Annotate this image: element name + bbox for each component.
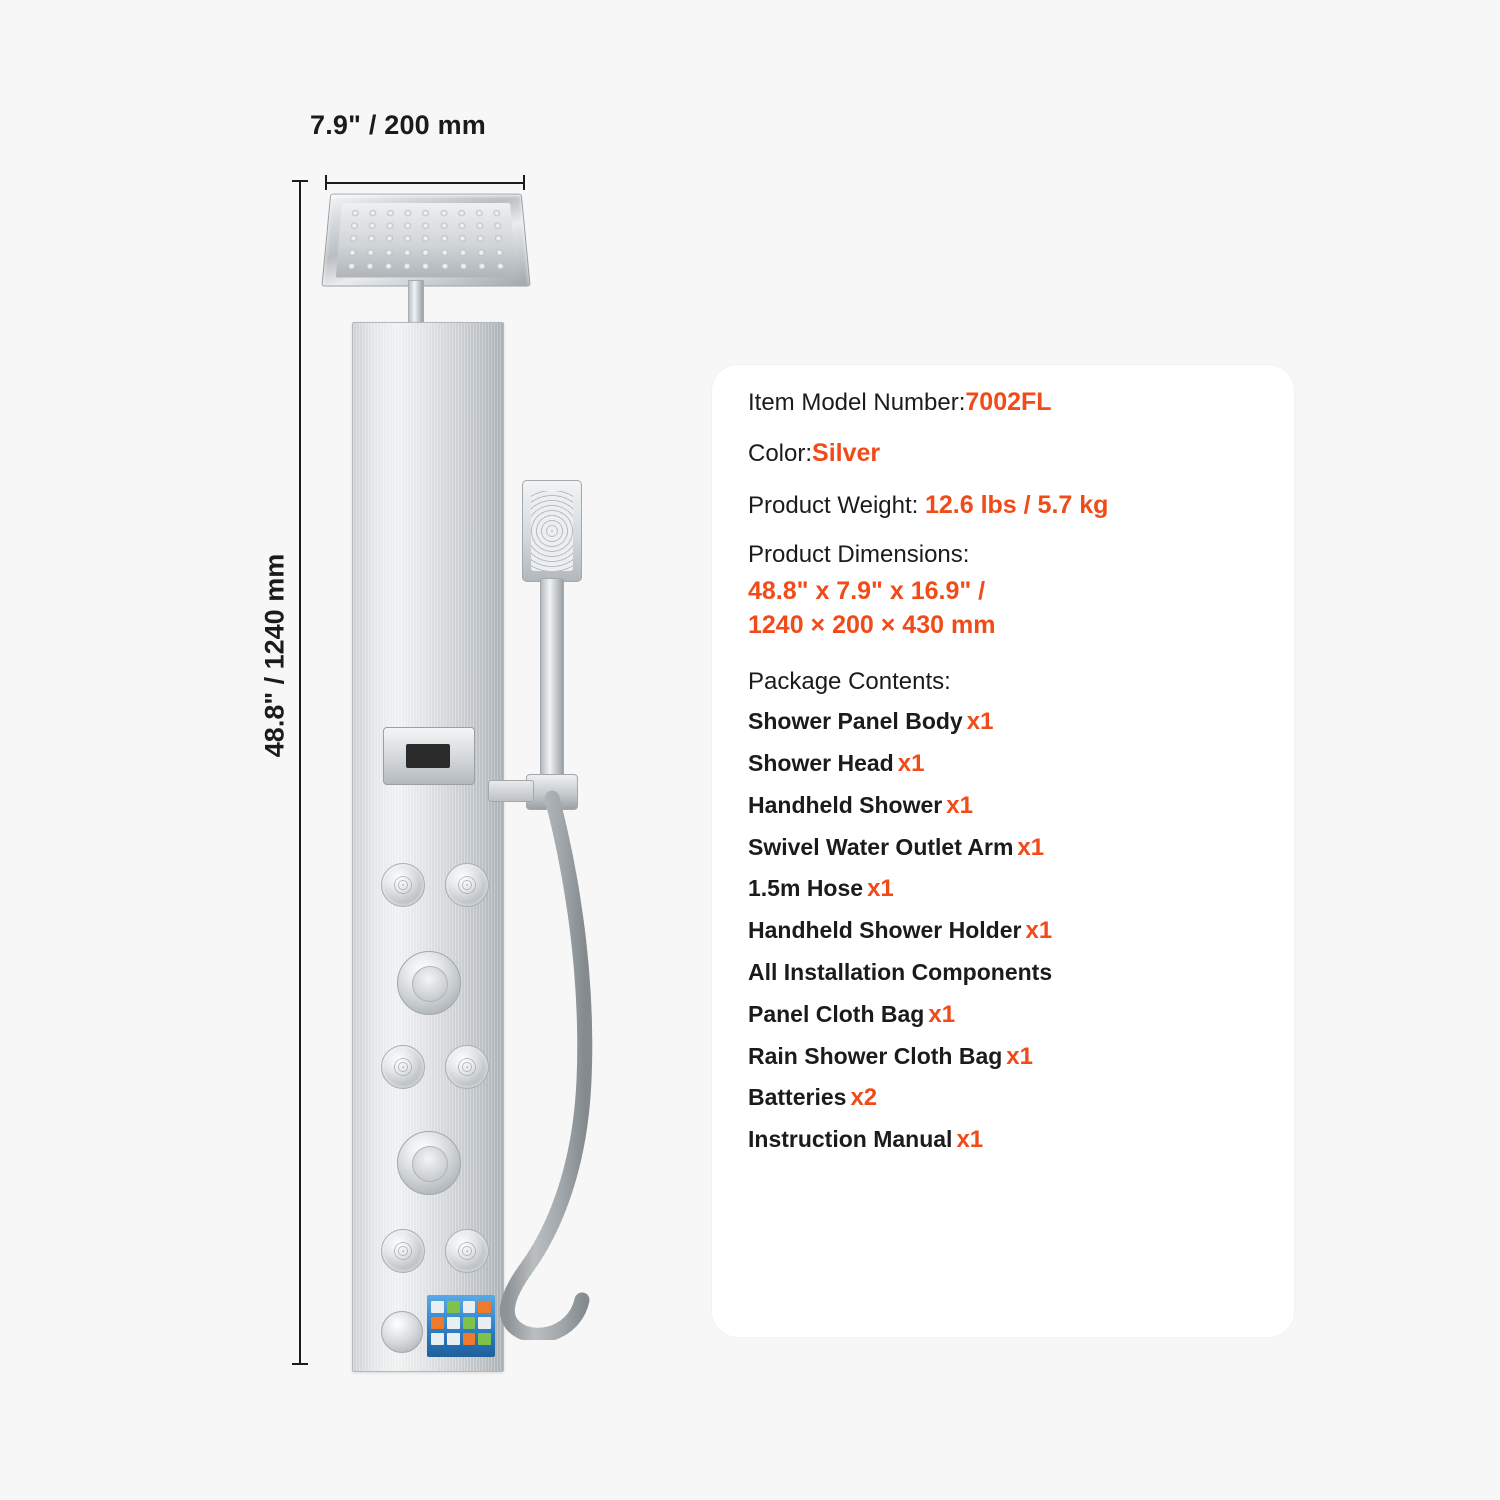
package-item-name: Instruction Manual [748,1126,953,1153]
package-item-name: All Installation Components [748,959,1053,986]
product-illustration [230,80,650,1400]
package-item-name: Rain Shower Cloth Bag [748,1042,1003,1069]
width-dimension-cap-right [523,175,525,190]
panel-display-screen [406,744,450,768]
width-dimension-label: 7.9" / 200 mm [310,110,487,140]
package-item-name: Handheld Shower [748,791,943,818]
package-item-name: Swivel Water Outlet Arm [748,833,1014,860]
package-contents-title: Package Contents: [748,668,951,696]
package-item-qty: x1 [1017,833,1045,861]
spec-color [748,438,1270,469]
spec-color-value: Silver [812,439,881,468]
package-item-qty: x1 [1006,1042,1033,1070]
body-jet [381,1045,425,1089]
rain-shower-head [321,194,530,287]
package-item-qty: x2 [850,1084,878,1112]
spec-color-label: Color: [748,440,813,468]
spec-dimensions-value-line1: 48.8" x 7.9" x 16.9" / [748,576,986,605]
package-item-qty: x1 [956,1126,984,1154]
height-dimension-label: 48.8" / 1240 mm [259,553,290,758]
package-item [748,1126,1270,1155]
package-item [748,875,1270,904]
width-dimension-line [325,182,525,184]
spec-weight [748,490,1270,521]
height-dimension-bar [292,180,306,1365]
spec-model [748,387,1270,418]
package-item-name: Shower Panel Body [748,708,963,735]
package-item [748,917,1270,946]
package-item-name: Panel Cloth Bag [748,1000,925,1027]
spec-weight-label: Product Weight: [748,491,925,519]
body-jet [381,1229,425,1273]
spec-dimensions-label: Product Dimensions: [748,540,970,568]
package-item-name: Handheld Shower Holder [748,917,1022,944]
rain-shower-head-face [336,203,517,277]
diverter-knob [397,951,461,1015]
package-item [748,1001,1270,1030]
bottom-spout-knob [381,1311,423,1353]
package-item-qty: x1 [946,791,973,819]
package-item [748,792,1270,821]
package-item [748,750,1270,779]
package-item-qty: x1 [897,750,925,778]
handheld-shower-face [531,491,573,571]
package-item-qty: x1 [1025,917,1053,945]
package-item [748,1043,1270,1072]
spec-dimensions-value-line2: 1240 × 200 × 430 mm [748,610,996,639]
rain-shower-nozzle-grid [342,207,509,272]
handheld-shower-head [522,480,582,582]
body-jet [381,863,425,907]
spec-dimensions [748,541,1270,643]
panel-display [383,727,475,785]
spec-weight-value: 12.6 lbs / 5.7 kg [924,490,1109,519]
shower-hose [480,780,620,1340]
width-dimension-bar [325,175,525,189]
package-item-name: 1.5m Hose [748,875,864,902]
package-item-name: Shower Head [748,750,894,777]
mixer-knob [397,1131,461,1195]
spec-model-label: Item Model Number: [748,389,966,416]
package-item-qty: x1 [966,708,994,736]
height-dimension-cap-bottom [292,1363,308,1365]
product-info-card [712,365,1294,1337]
package-item [748,1084,1270,1113]
height-dimension-line [299,180,301,1365]
handheld-shower-handle [540,578,564,780]
package-item-name: Batteries [748,1084,847,1111]
package-item [748,959,1270,988]
package-item [748,708,1270,737]
package-item-qty: x1 [867,875,894,903]
spec-model-value: 7002FL [965,388,1052,416]
package-item-qty: x1 [928,1000,956,1028]
package-item [748,834,1270,863]
